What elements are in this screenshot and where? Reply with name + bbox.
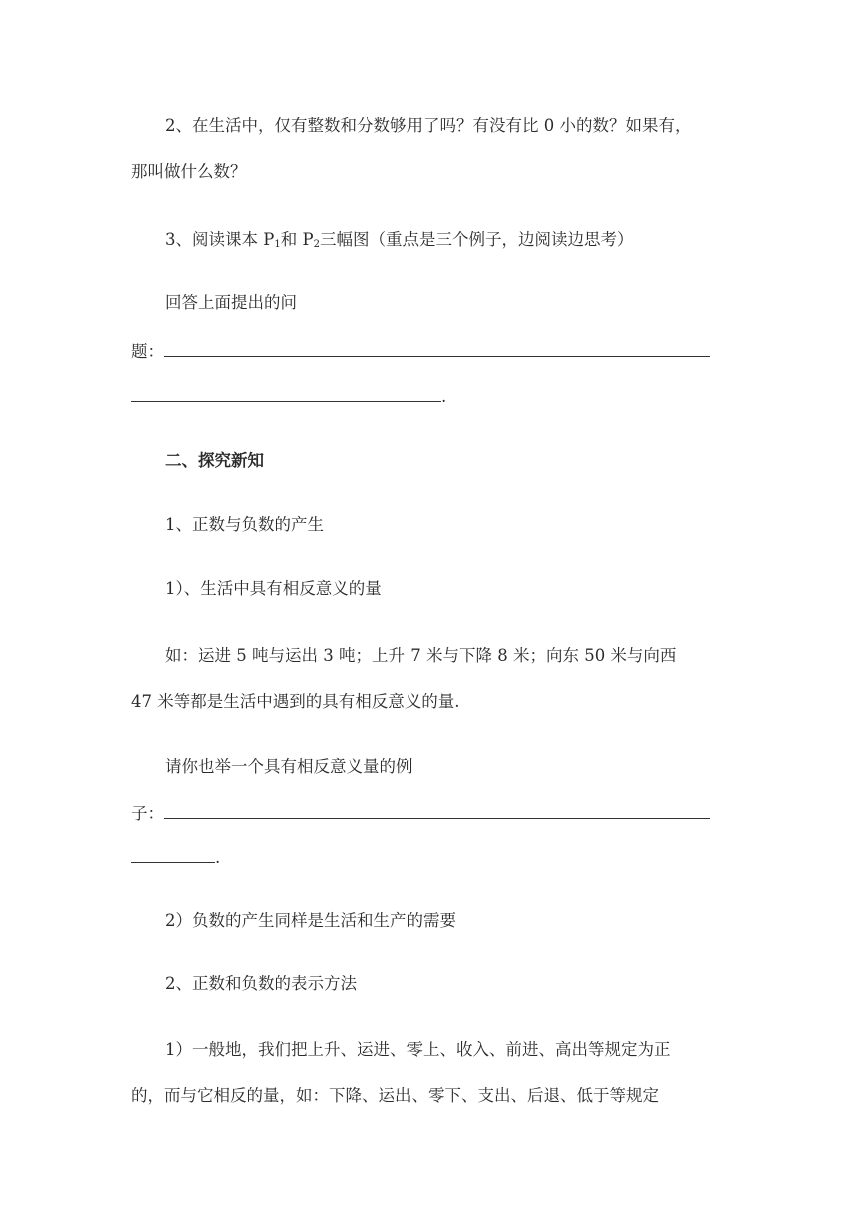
answer-label: 题： <box>131 342 164 361</box>
item-2-1-line-1: 1）一般地，我们把上升、运进、零上、收入、前进、高出等规定为正 <box>165 1040 671 1059</box>
question-3-suffix: 三幅图（重点是三个例子，边阅读边思考） <box>319 230 634 249</box>
example-blank-1[interactable] <box>164 802 710 819</box>
page-subscript-1: 1 <box>274 239 281 250</box>
example-label: 子： <box>131 804 164 823</box>
item-1-1-heading: 1）、生活中具有相反意义的量 <box>165 579 382 598</box>
example-line-2: 47 米等都是生活中遇到的具有相反意义的量. <box>131 692 460 711</box>
page-subscript-2: 2 <box>313 239 320 250</box>
example-line-1: 如：运进 5 吨与运出 3 吨；上升 7 米与下降 8 米；向东 50 米与向西 <box>165 646 677 665</box>
answer-line-2 <box>131 385 446 408</box>
example-blank-2[interactable] <box>131 846 215 863</box>
question-3-middle: 和 P <box>280 230 314 249</box>
question-2-line-1: 2、在生活中，仅有整数和分数够用了吗？有没有比 0 小的数？如果有， <box>165 116 692 135</box>
section-heading: 二、探究新知 <box>165 451 264 470</box>
item-1-heading: 1、正数与负数的产生 <box>165 515 324 534</box>
answer-prompt: 回答上面提出的问 <box>165 293 297 312</box>
item-2-1-line-2: 的，而与它相反的量，如：下降、运出、零下、支出、后退、低于等规定 <box>131 1086 659 1105</box>
answer-blank-2[interactable] <box>131 385 441 402</box>
question-2-line-2: 那叫做什么数？ <box>131 162 247 181</box>
question-3 <box>165 229 633 256</box>
item-1-2-heading: 2）负数的产生同样是生活和生产的需要 <box>165 911 456 930</box>
example-prompt: 请你也举一个具有相反意义量的例 <box>165 757 413 776</box>
example-period: . <box>215 848 221 867</box>
item-2-heading: 2、正数和负数的表示方法 <box>165 974 357 993</box>
answer-line <box>131 340 710 363</box>
example-answer-line-2 <box>131 846 220 869</box>
question-3-prefix: 3、阅读课本 P <box>165 230 275 249</box>
example-answer-line <box>131 802 710 825</box>
answer-period: . <box>441 387 447 406</box>
answer-blank-1[interactable] <box>164 340 710 357</box>
